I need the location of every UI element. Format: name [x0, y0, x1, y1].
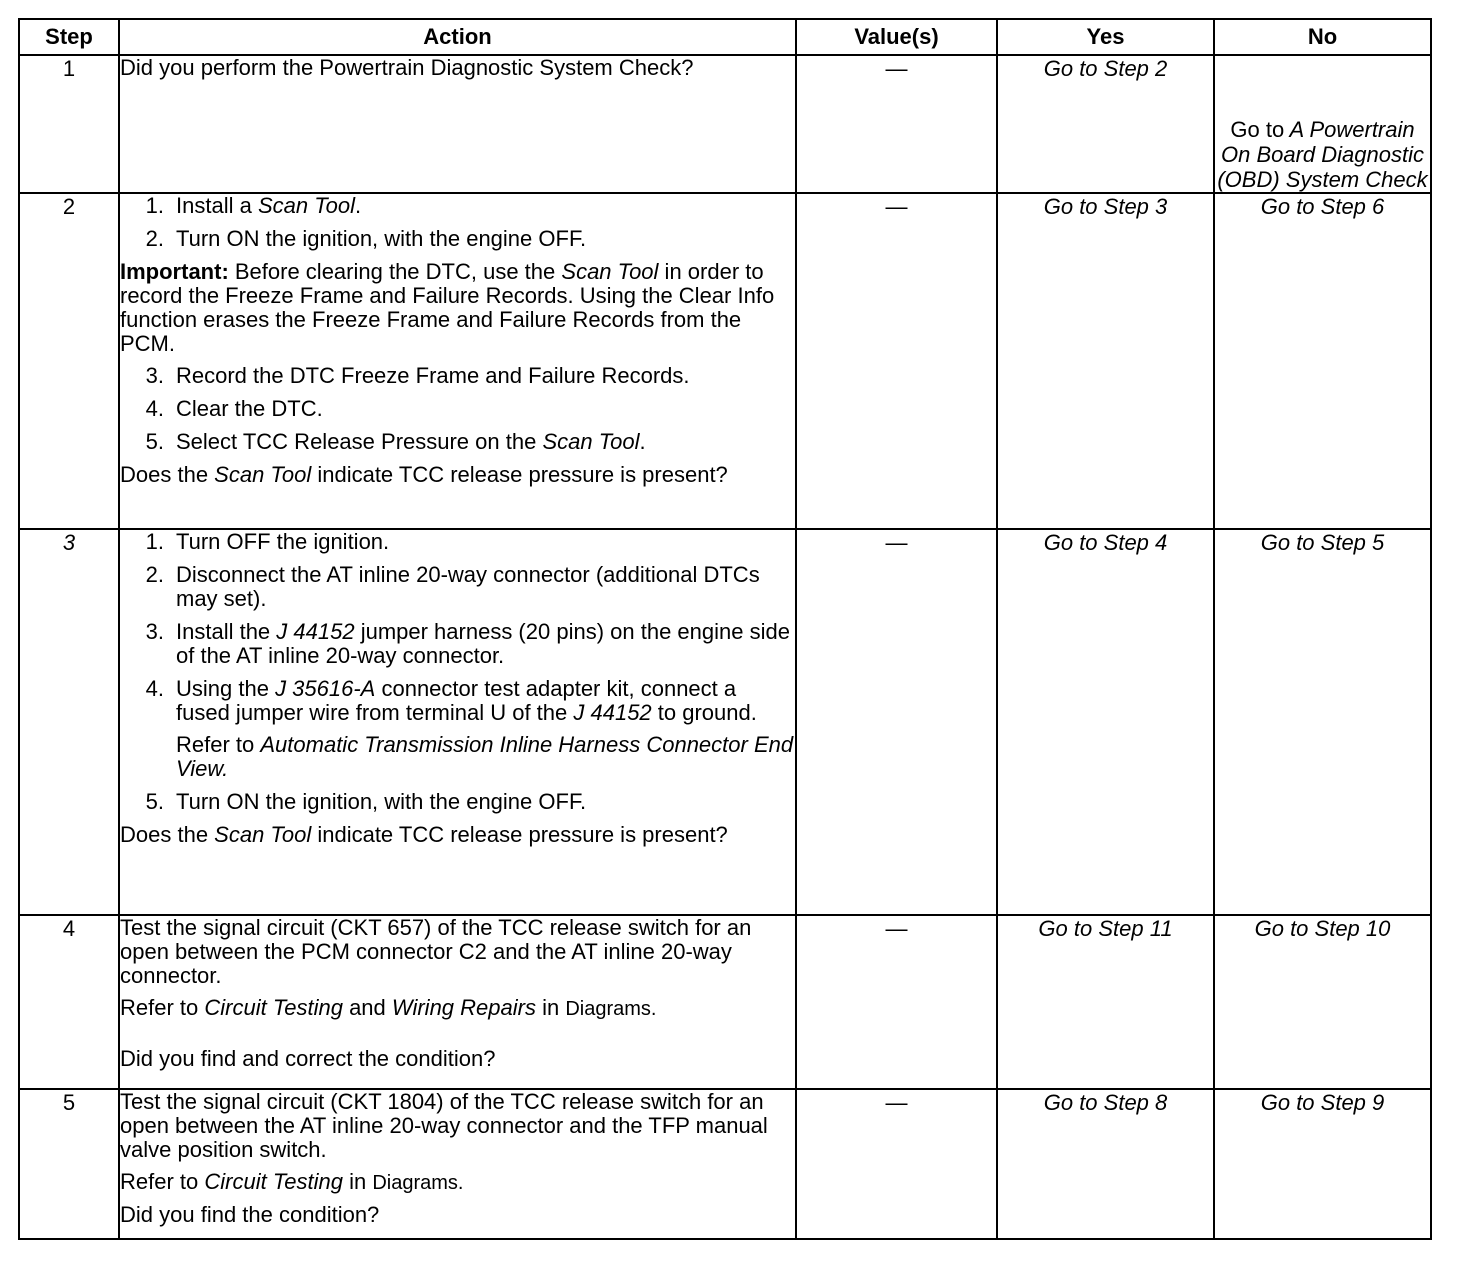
- list-text: Turn ON the ignition, with the engine OFF.: [176, 789, 587, 814]
- list-number: 3.: [145, 363, 164, 388]
- text-part: Select TCC Release Pressure on the: [176, 429, 543, 454]
- yes-cell: Go to Step 2: [997, 55, 1214, 193]
- text-part: in: [535, 995, 566, 1020]
- text-small: Diagrams.: [372, 1172, 464, 1194]
- list-item: [120, 620, 795, 668]
- step-number: 5: [19, 1089, 119, 1239]
- header-action: Action: [119, 19, 796, 55]
- list-item: [120, 227, 795, 251]
- value-cell: —: [796, 529, 997, 915]
- text-part: to ground.: [651, 700, 757, 725]
- table-row: [19, 529, 1431, 915]
- yes-cell: Go to Step 8: [997, 1089, 1214, 1239]
- table-row: [19, 193, 1431, 529]
- list-text: [176, 620, 795, 668]
- text-part: in order to record the Freeze Frame and Failure Records. Using the Clear Info function erases the Freeze Frame and Failure Records from the PCM.: [120, 259, 775, 356]
- list-text: Turn ON the ignition, with the engine OFF.: [176, 226, 587, 251]
- action-question: Did you find and correct the condition?: [120, 1046, 496, 1071]
- text-italic: Scan Tool: [257, 193, 355, 218]
- action-cell: [119, 529, 796, 915]
- text-part: and: [342, 995, 392, 1020]
- list-text: [176, 430, 795, 454]
- text-part: indicate TCC release pressure is present?: [311, 462, 728, 487]
- yes-cell: Go to Step 3: [997, 193, 1214, 529]
- text-part: Before clearing the DTC, use the: [228, 259, 562, 284]
- list-text: Record the DTC Freeze Frame and Failure Records.: [176, 363, 690, 388]
- diagnostic-table: [18, 18, 1432, 1240]
- header-yes: Yes: [997, 19, 1214, 55]
- action-question: Did you find the condition?: [120, 1202, 380, 1227]
- text-part: Refer to: [120, 1169, 205, 1194]
- list-item: [120, 397, 795, 421]
- action-cell: [119, 193, 796, 529]
- text-part: .: [354, 193, 362, 218]
- action-question: Did you perform the Powertrain Diagnostic System Check?: [120, 55, 694, 80]
- list-number: 1.: [145, 529, 164, 554]
- text-part: in: [342, 1169, 373, 1194]
- list-text: Disconnect the AT inline 20-way connector (additional DTCs may set).: [176, 562, 760, 611]
- header-no: No: [1214, 19, 1431, 55]
- list-number: 2.: [145, 562, 164, 587]
- yes-cell: Go to Step 4: [997, 529, 1214, 915]
- text-part: connector test adapter kit, connect a fused jumper wire from terminal U of the: [176, 676, 737, 725]
- action-cell: [119, 1089, 796, 1239]
- list-number: 1.: [145, 193, 164, 218]
- action-cell: [119, 915, 796, 1089]
- text-part: jumper harness (20 pins) on the engine side of the AT inline 20-way connector.: [176, 619, 790, 668]
- text-italic: Scan Tool: [542, 429, 640, 454]
- text-part: Using the: [176, 676, 276, 701]
- text-italic: Wiring Repairs: [391, 995, 536, 1020]
- text-part: Refer to: [120, 995, 205, 1020]
- list-text: Turn OFF the ignition.: [176, 529, 390, 554]
- table-row: [19, 55, 1431, 193]
- list-text: Clear the DTC.: [176, 396, 323, 421]
- text-italic: Scan Tool: [214, 462, 312, 487]
- header-values: Value(s): [796, 19, 997, 55]
- text-small: Diagrams.: [565, 998, 657, 1020]
- table-row: [19, 915, 1431, 1089]
- yes-cell: Go to Step 11: [997, 915, 1214, 1089]
- text-part: Does the: [120, 822, 215, 847]
- list-item: [120, 563, 795, 611]
- value-cell: —: [796, 193, 997, 529]
- action-list: [120, 530, 795, 814]
- action-reference: [120, 1170, 795, 1195]
- text-part: Does the: [120, 462, 215, 487]
- list-number: 5.: [145, 789, 164, 814]
- list-item: [120, 677, 795, 781]
- step-number: 2: [19, 193, 119, 529]
- list-number: 5.: [145, 429, 164, 454]
- list-number: 4.: [145, 676, 164, 701]
- text-part: Install a: [176, 193, 258, 218]
- text-italic: J 35616-A: [275, 676, 376, 701]
- text-italic: Circuit Testing: [204, 995, 343, 1020]
- step-number: 1: [19, 55, 119, 193]
- list-item: [120, 530, 795, 554]
- text-part: .: [639, 429, 646, 454]
- list-item: [120, 194, 795, 218]
- important-note: [120, 260, 795, 356]
- step-number: 3: [19, 529, 119, 915]
- action-question: [120, 823, 795, 847]
- value-cell: —: [796, 915, 997, 1089]
- text-italic: Automatic Transmission Inline Harness Connector End View.: [176, 732, 794, 781]
- list-item: [120, 430, 795, 454]
- text-italic: Circuit Testing: [204, 1169, 343, 1194]
- list-number: 2.: [145, 226, 164, 251]
- no-cell: Go to Step 10: [1214, 915, 1431, 1089]
- sub-reference: [176, 733, 795, 781]
- important-label: Important:: [120, 259, 229, 284]
- text-part: indicate TCC release pressure is present?: [311, 822, 728, 847]
- action-list: [120, 364, 795, 454]
- list-item: [120, 364, 795, 388]
- action-reference: [120, 996, 795, 1021]
- value-cell: —: [796, 55, 997, 193]
- action-list: [120, 194, 795, 251]
- action-text: Test the signal circuit (CKT 1804) of the TCC release switch for an open between the AT inline 20-way connector and the TFP manual valve position switch.: [120, 1089, 768, 1162]
- list-number: 3.: [145, 619, 164, 644]
- action-cell: [119, 55, 796, 193]
- text-italic: J 44152: [573, 700, 652, 725]
- header-row: [19, 19, 1431, 55]
- no-cell: [1214, 55, 1431, 193]
- list-number: 4.: [145, 396, 164, 421]
- no-cell: Go to Step 6: [1214, 193, 1431, 529]
- text-italic: Scan Tool: [561, 259, 659, 284]
- list-item: [120, 790, 795, 814]
- no-cell: Go to Step 5: [1214, 529, 1431, 915]
- no-cell: Go to Step 9: [1214, 1089, 1431, 1239]
- text-part: Install the: [176, 619, 277, 644]
- table-row: [19, 1089, 1431, 1239]
- action-text: Test the signal circuit (CKT 657) of the TCC release switch for an open between the PCM connector C2 and the AT inline 20-way connector.: [120, 915, 752, 988]
- text-italic: J 44152: [276, 619, 355, 644]
- text-part: Refer to: [176, 732, 261, 757]
- action-question: [120, 463, 795, 487]
- text-italic: Scan Tool: [214, 822, 312, 847]
- value-cell: —: [796, 1089, 997, 1239]
- no-reference: A Powertrain On Board Diagnostic (OBD) System Check: [1217, 117, 1428, 192]
- list-text: [176, 194, 795, 218]
- step-number: 4: [19, 915, 119, 1089]
- list-text: [176, 677, 795, 781]
- no-prefix: Go to: [1230, 117, 1285, 142]
- header-step: Step: [19, 19, 119, 55]
